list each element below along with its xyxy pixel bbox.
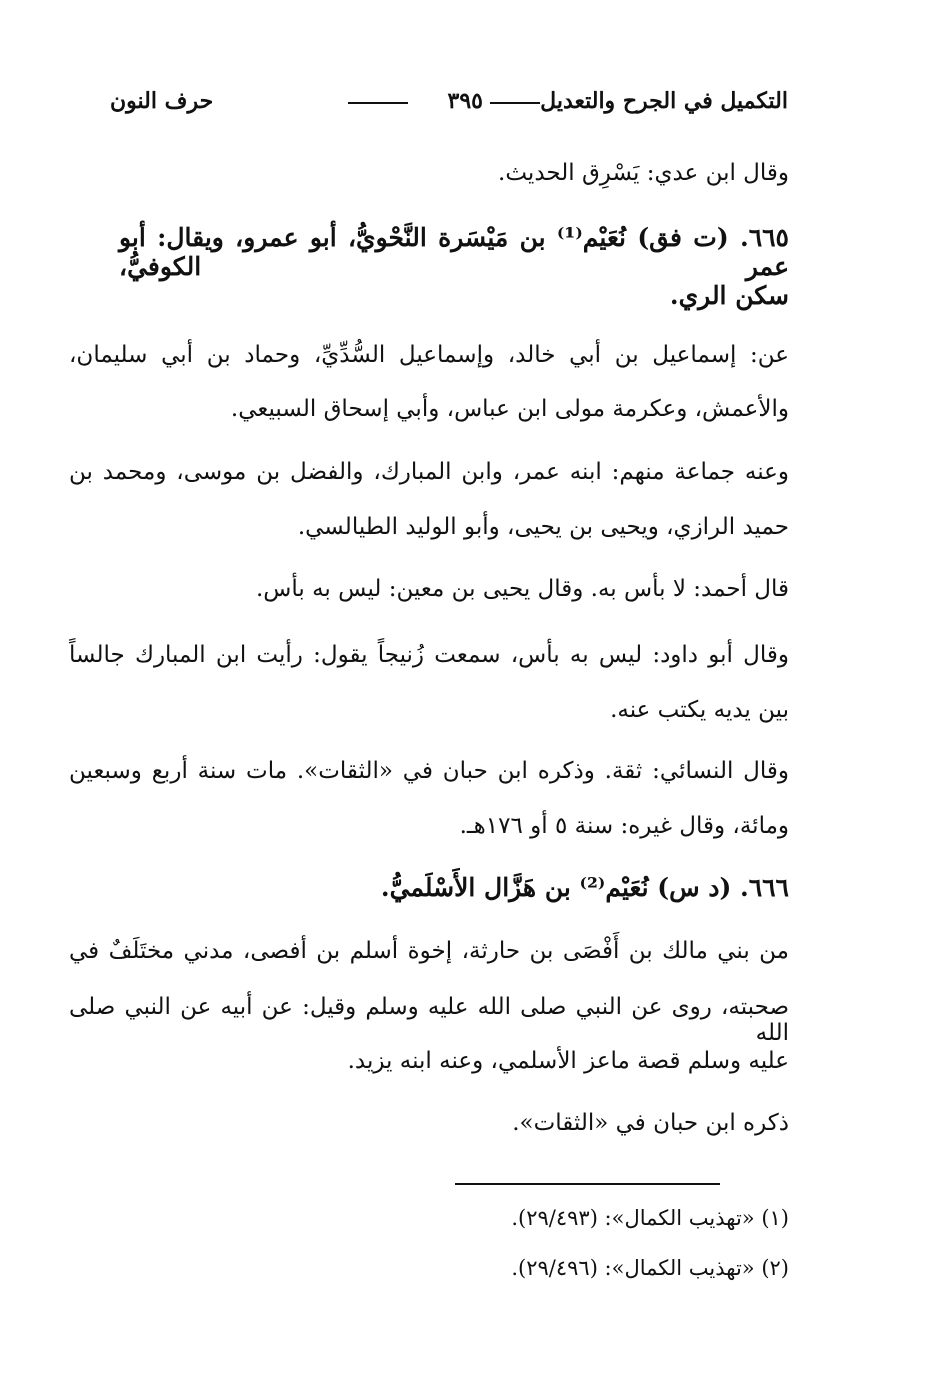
- header-dash: [348, 102, 408, 104]
- header-page-number: ٣٩٥: [447, 88, 483, 114]
- text-line: وقال النسائي: ثقة. وذكره ابن حبان في «الثقات». مات سنة أربع وسبعين: [69, 758, 789, 784]
- entry-665-heading: ٦٦٥. (ت فق) نُعَيْم⁽¹⁾ بن مَيْسَرة النَّحْويُّ، أبو عمرو، ويقال: أبو عمر الكوفيُّ،: [119, 223, 789, 281]
- text-line: بين يديه يكتب عنه.: [610, 697, 789, 723]
- text-line: ذكره ابن حبان في «الثقات».: [512, 1110, 789, 1136]
- header-book-title: التكميل في الجرح والتعديل: [540, 88, 788, 114]
- text-line: حميد الرازي، ويحيى بن يحيى، وأبو الوليد الطيالسي.: [297, 514, 789, 540]
- text-line: والأعمش، وعكرمة مولى ابن عباس، وأبي إسحاق السبيعي.: [230, 396, 789, 422]
- text-line: من بني مالك بن أَفْصَى بن حارثة، إخوة أسلم بن أفصى، مدني مختَلَفٌ في: [69, 938, 789, 964]
- footnote-1: (١) «تهذيب الكمال»: (٢٩/٤٩٣).: [511, 1206, 789, 1230]
- text-line: وعنه جماعة منهم: ابنه عمر، وابن المبارك، والفضل بن موسى، ومحمد بن: [69, 459, 789, 485]
- running-header: [110, 88, 788, 128]
- footnote-2: (٢) «تهذيب الكمال»: (٢٩/٤٩٦).: [511, 1256, 789, 1280]
- text-line: وقال أبو داود: ليس به بأس، سمعت زُنيجاً يقول: رأيت ابن المبارك جالساً: [69, 642, 789, 668]
- footnote-separator: [455, 1183, 720, 1185]
- entry-666-heading: ٦٦٦. (د س) نُعَيْم⁽²⁾ بن هَزَّال الأَسْلَميُّ.: [380, 873, 789, 902]
- entry-665-heading-cont: سكن الري.: [669, 281, 789, 310]
- header-section-title: حرف النون: [110, 88, 214, 114]
- text-line: عليه وسلم قصة ماعز الأسلمي، وعنه ابنه يزيد.: [347, 1048, 789, 1074]
- text-line: عن: إسماعيل بن أبي خالد، وإسماعيل السُّدِّيِّ، وحماد بن أبي سليمان،: [69, 342, 789, 368]
- text-line: ومائة، وقال غيره: سنة ٥ أو ١٧٦هـ.: [459, 813, 789, 839]
- text-line: وقال ابن عدي: يَسْرِق الحديث.: [498, 160, 789, 186]
- text-line: قال أحمد: لا بأس به. وقال يحيى بن معين: ليس به بأس.: [255, 576, 789, 602]
- header-dash: [490, 102, 540, 104]
- text-line: صحبته، روى عن النبي صلى الله عليه وسلم وقيل: عن أبيه عن النبي صلى الله: [69, 994, 789, 1046]
